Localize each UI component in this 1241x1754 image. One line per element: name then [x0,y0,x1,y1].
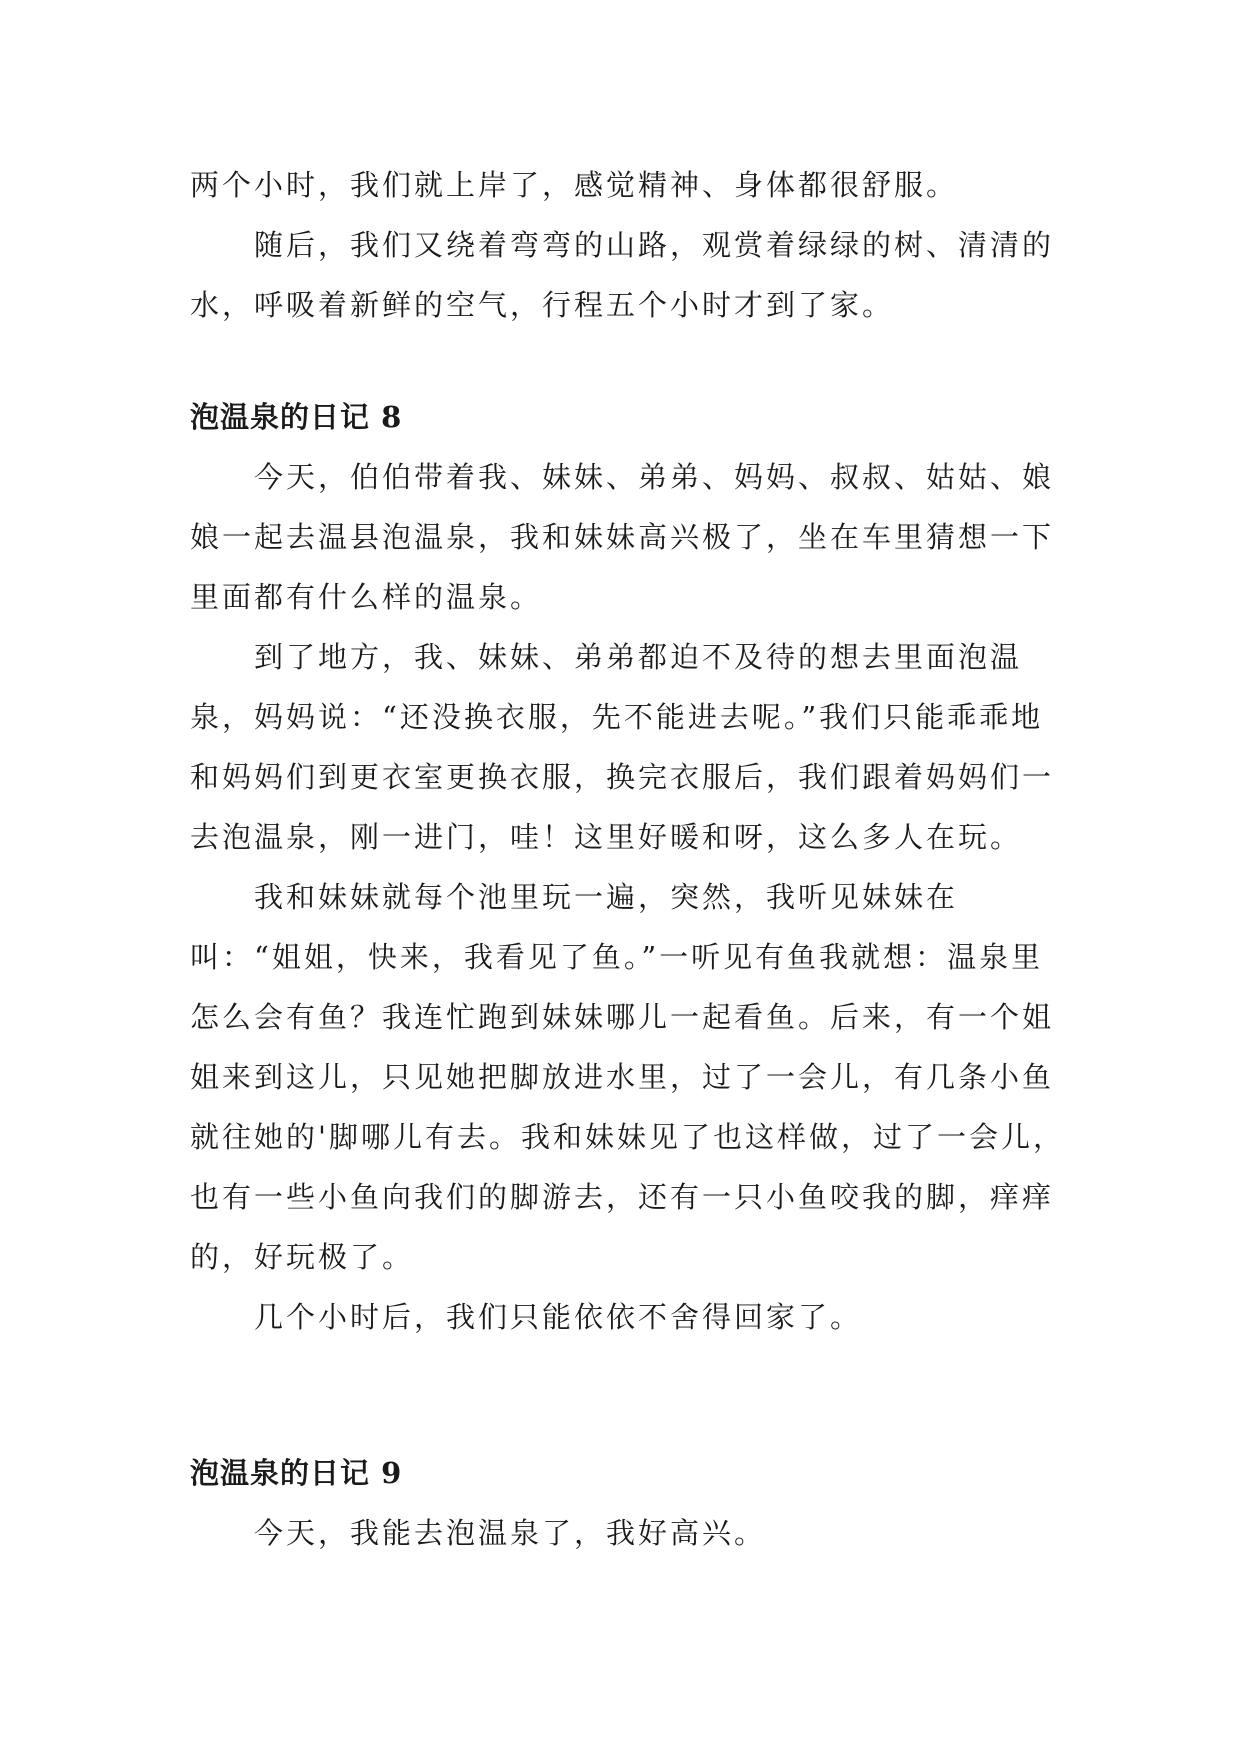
paragraph: 到了地方，我、妹妹、弟弟都迫不及待的想去里面泡温泉，妈妈说：“还没换衣服，先不能进去呢。”我们只能乖乖地和妈妈们到更衣室更换衣服，换完衣服后，我们跟着妈妈们一去泡温泉，刚一进门，哇！这里好暖和呀，这么多人在玩。 [190,640,1055,854]
diary-section-8 [190,387,1070,1347]
section-title: 泡温泉的日记 8 [190,400,403,434]
paragraph: 两个小时，我们就上岸了，感觉精神、身体都很舒服。 [190,168,959,202]
diary-section-9 [190,1443,1070,1563]
previous-diary-continuation [190,155,1070,335]
paragraph: 几个小时后，我们只能依依不舍得回家了。 [254,1300,863,1334]
section-title: 泡温泉的日记 9 [190,1456,403,1490]
paragraph: 今天，我能去泡温泉了，我好高兴。 [254,1516,767,1550]
paragraph: 我和妹妹就每个池里玩一遍，突然，我听见妹妹在叫：“姐姐，快来，我看见了鱼。”一听见有鱼我就想：温泉里怎么会有鱼？我连忙跑到妹妹哪儿一起看鱼。后来，有一个姐姐来到这儿，只见她把脚放进水里，过了一会儿，有几条小鱼就往她的'脚哪儿有去。我和妹妹见了也这样做，过了一会儿，也有一些小鱼向我们的脚游去，还有一只小鱼咬我的脚，痒痒的，好玩极了。 [190,880,1065,1274]
paragraph: 随后，我们又绕着弯弯的山路，观赏着绿绿的树、清清的水，呼吸着新鲜的空气，行程五个小时才到了家。 [190,228,1055,322]
paragraph: 今天，伯伯带着我、妹妹、弟弟、妈妈、叔叔、姑姑、娘娘一起去温县泡温泉，我和妹妹高兴极了，坐在车里猜想一下里面都有什么样的温泉。 [190,460,1055,614]
